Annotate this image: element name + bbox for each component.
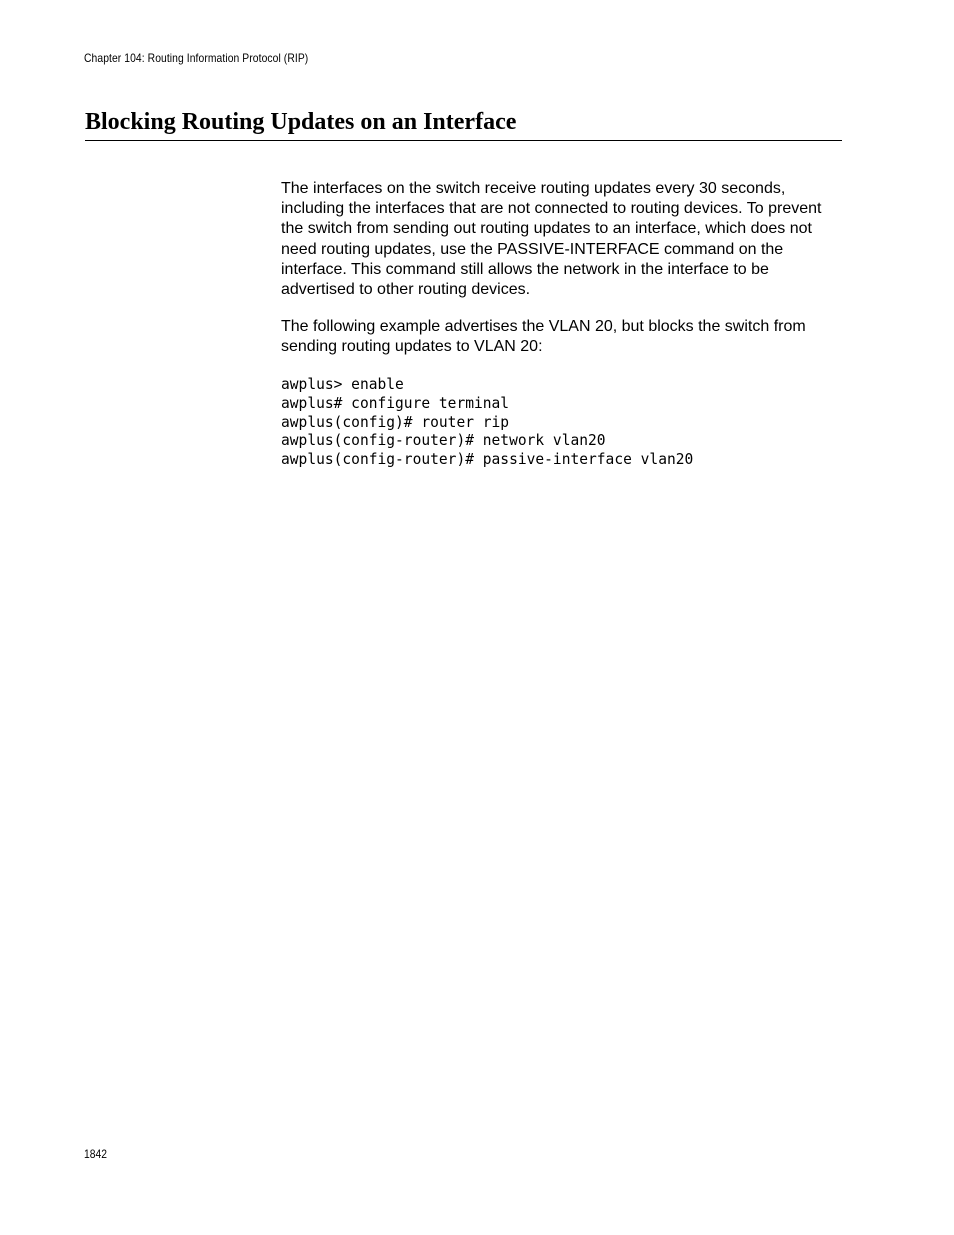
code-line: awplus# configure terminal [281,393,510,412]
page-number: 1842 [84,1147,107,1161]
code-line: awplus(config)# router rip [281,412,510,431]
code-line: awplus(config-router)# passive-interface vlan20 [281,450,694,469]
section-title: Blocking Routing Updates on an Interface [85,109,517,135]
intro-paragraph: The interfaces on the switch receive routing updates every 30 seconds, including the interfaces that are not connected to routing devices. To prevent the switch from sending out routing updates to an interface, which does not need routing updates, use the PASSIVE-INTERFACE command on the interface. This command still allows the network in the interface to be advertised to other routing devices. [281,180,822,299]
code-line: awplus(config-router)# network vlan20 [281,431,606,450]
command-example [281,375,693,469]
running-header: Chapter 104: Routing Information Protocol (RIP) [84,51,309,65]
title-divider [85,140,842,141]
code-line: awplus> enable [281,375,404,393]
example-paragraph: The following example advertises the VLAN 20, but blocks the switch from sending routing updates to VLAN 20: [281,318,806,356]
